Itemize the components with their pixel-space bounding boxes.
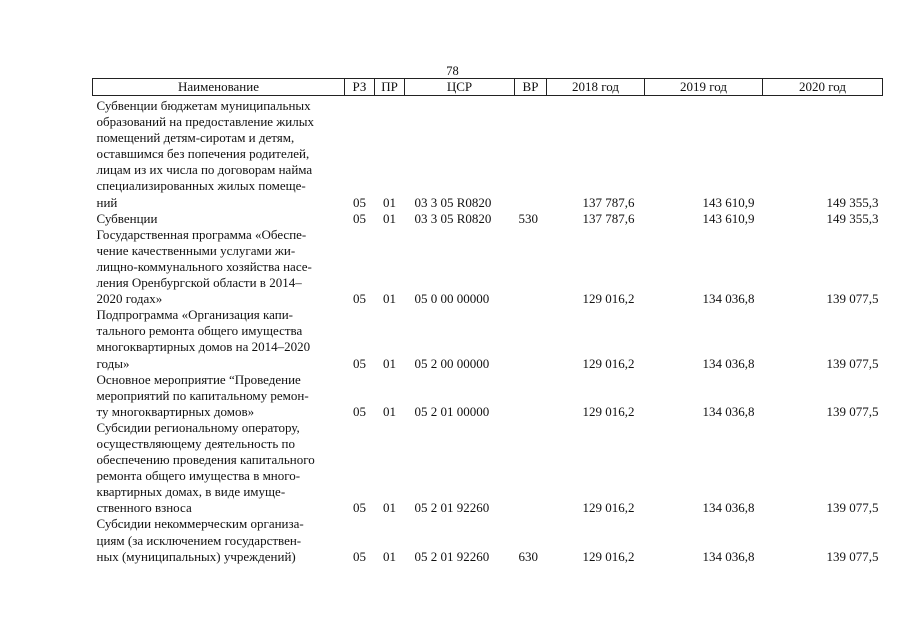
- row-name-line: помещений детям-сиротам и детям,: [96, 130, 295, 146]
- row-value-2018: 129 016,2: [582, 355, 635, 371]
- row-value-2018: 129 016,2: [582, 403, 635, 419]
- row-name: [93, 307, 345, 371]
- row-csr: 03 3 05 R0820: [414, 210, 492, 226]
- row-name-line: специализированных жилых помеще-: [96, 178, 306, 194]
- row-vr: [515, 420, 547, 517]
- row-name-line: 2020 годах»: [96, 291, 163, 307]
- header-rz: РЗ: [345, 79, 375, 96]
- row-name-line: оставшимся без попечения родителей,: [96, 146, 310, 162]
- row-vr: [515, 307, 547, 371]
- row-vr: 630: [518, 548, 538, 564]
- header-pr: ПР: [375, 79, 405, 96]
- row-value-2018: 129 016,2: [582, 500, 635, 516]
- table-row: [93, 227, 883, 307]
- row-vr: [515, 227, 547, 307]
- row-value-2020: 139 077,5: [826, 500, 879, 516]
- table-body: [93, 96, 883, 565]
- header-vr: ВР: [515, 79, 547, 96]
- row-pr: 01: [383, 291, 396, 307]
- row-csr: 05 0 00 00000: [414, 291, 490, 307]
- row-name-line: Основное мероприятие “Проведение: [96, 371, 301, 387]
- table-row: [93, 372, 883, 420]
- row-name-line: чение качественными услугами жи-: [96, 242, 296, 258]
- row-name-line: обеспечению проведения капитального: [96, 452, 315, 468]
- row-pr: 01: [383, 403, 396, 419]
- row-vr: [515, 372, 547, 420]
- row-pr: 01: [383, 355, 396, 371]
- row-name-line: циям (за исключением государствен-: [96, 532, 302, 548]
- row-value-2020: 149 355,3: [826, 210, 879, 226]
- row-value-2019: 134 036,8: [702, 403, 755, 419]
- row-name-line: Субсидии региональному оператору,: [96, 419, 300, 435]
- header-2019: 2019 год: [645, 79, 763, 96]
- row-name-line: ту многоквартирных домов»: [96, 403, 255, 419]
- header-2018: 2018 год: [547, 79, 645, 96]
- header-2020: 2020 год: [763, 79, 883, 96]
- row-value-2018: 137 787,6: [582, 210, 635, 226]
- row-pr: 01: [383, 210, 396, 226]
- row-csr: 05 2 01 00000: [414, 403, 490, 419]
- page-number: 78: [446, 64, 459, 78]
- row-value-2019: 143 610,9: [702, 210, 755, 226]
- row-name-line: ных (муниципальных) учреждений): [96, 548, 296, 564]
- row-name-line: Подпрограмма «Организация капи-: [96, 307, 293, 323]
- row-csr: 03 3 05 R0820: [414, 194, 492, 210]
- row-value-2020: 149 355,3: [826, 194, 879, 210]
- row-name-line: мероприятий по капитальному ремон-: [96, 387, 309, 403]
- row-name-line: многоквартирных домов на 2014–2020: [96, 339, 311, 355]
- row-name-line: тального ремонта общего имущества: [96, 323, 303, 339]
- row-name-line: лищно-коммунального хозяйства насе-: [96, 258, 312, 274]
- row-name-line: ления Оренбургской области в 2014–: [96, 275, 302, 291]
- row-name: [93, 227, 345, 307]
- row-value-2018: 129 016,2: [582, 548, 635, 564]
- row-vr: 530: [518, 210, 538, 226]
- row-value-2019: 134 036,8: [702, 500, 755, 516]
- row-value-2019: 143 610,9: [702, 194, 755, 210]
- row-value-2019: 134 036,8: [702, 548, 755, 564]
- row-rz: 05: [353, 194, 366, 210]
- row-rz: 05: [353, 548, 366, 564]
- table-row: [93, 96, 883, 211]
- row-rz: 05: [353, 210, 366, 226]
- row-rz: 05: [353, 291, 366, 307]
- row-name-line: годы»: [96, 355, 130, 371]
- row-name: [93, 96, 345, 211]
- row-name: [93, 516, 345, 564]
- row-value-2019: 134 036,8: [702, 291, 755, 307]
- row-value-2020: 139 077,5: [826, 291, 879, 307]
- row-name: [93, 372, 345, 420]
- table-row: [93, 516, 883, 564]
- row-pr: 01: [383, 500, 396, 516]
- row-name-line: Субвенции: [96, 210, 158, 226]
- row-value-2018: 137 787,6: [582, 194, 635, 210]
- row-value-2020: 139 077,5: [826, 548, 879, 564]
- header-name: Наименование: [93, 79, 345, 96]
- row-csr: 05 2 00 00000: [414, 355, 490, 371]
- row-name-line: лицам из их числа по договорам найма: [96, 162, 313, 178]
- row-vr: [515, 96, 547, 211]
- row-value-2020: 139 077,5: [826, 403, 879, 419]
- row-pr: 01: [383, 194, 396, 210]
- table-row: [93, 211, 883, 227]
- row-rz: 05: [353, 355, 366, 371]
- row-name-line: квартирных домах, в виде имуще-: [96, 484, 286, 500]
- row-name-line: ственного взноса: [96, 500, 192, 516]
- budget-table: [92, 78, 883, 565]
- row-name: [93, 420, 345, 517]
- row-csr: 05 2 01 92260: [414, 500, 490, 516]
- row-name-line: Субсидии некоммерческим организа-: [96, 516, 304, 532]
- table-row: [93, 307, 883, 371]
- row-csr: 05 2 01 92260: [414, 548, 490, 564]
- row-name-line: Субвенции бюджетам муниципальных: [96, 98, 311, 113]
- row-name-line: Государственная программа «Обеспе-: [96, 226, 307, 242]
- row-pr: 01: [383, 548, 396, 564]
- row-rz: 05: [353, 500, 366, 516]
- row-name: [93, 211, 345, 227]
- table-header-row: [93, 79, 883, 96]
- table-row: [93, 420, 883, 517]
- row-name-line: ний: [96, 194, 118, 210]
- row-value-2019: 134 036,8: [702, 355, 755, 371]
- row-value-2020: 139 077,5: [826, 355, 879, 371]
- row-rz: 05: [353, 403, 366, 419]
- row-name-line: осуществляющему деятельность по: [96, 435, 295, 451]
- header-csr: ЦСР: [405, 79, 515, 96]
- row-name-line: ремонта общего имущества в много-: [96, 468, 301, 484]
- row-value-2018: 129 016,2: [582, 291, 635, 307]
- row-name-line: образований на предоставление жилых: [96, 114, 314, 130]
